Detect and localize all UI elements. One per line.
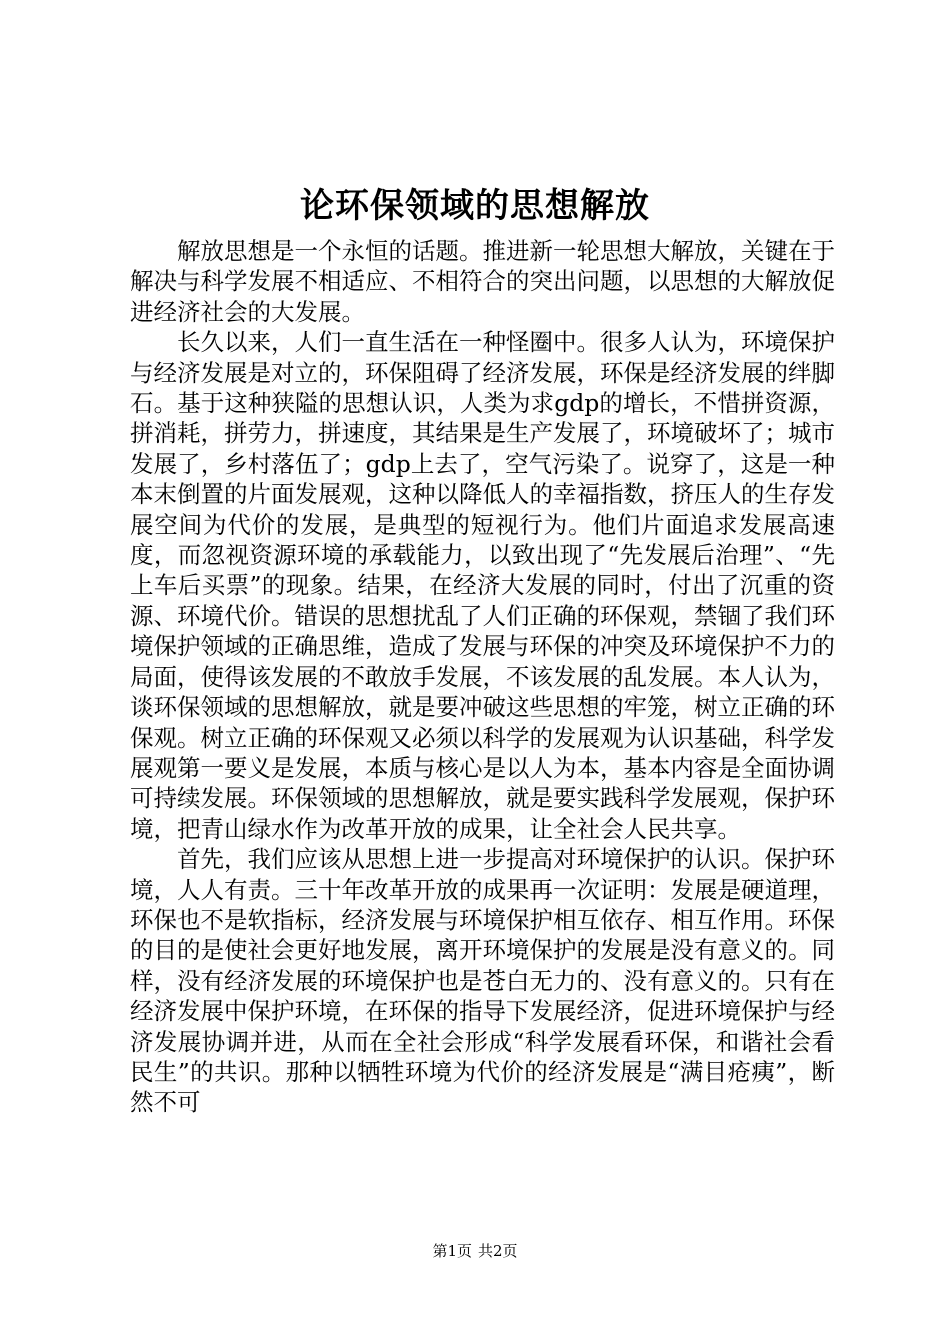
page-footer — [0, 1241, 950, 1261]
page-number-total: 共2页 — [478, 1242, 518, 1260]
paragraph-2: 长久以来，人们一直生活在一种怪圈中。很多人认为，环境保护与经济发展是对立的，环保阻碍了经济发展，环保是经济发展的绊脚石。基于这种狭隘的思想认识，人类为求gdp的增长，不惜拼资源，拼消耗，拼劳力，拼速度，其结果是生产发展了，环境破坏了；城市发展了，乡村落伍了；gdp上去了，空气污染了。说穿了，这是一种本末倒置的片面发展观，这种以降低人的幸福指数，挤压人的生存发展空间为代价的发展，是典型的短视行为。他们片面追求发展高速度，而忽视资源环境的承载能力，以致出现了“先发展后治理”、“先上车后买票”的现象。结果，在经济大发展的同时，付出了沉重的资源、环境代价。错误的思想扰乱了人们正确的环保观，禁锢了我们环境保护领域的正确思维，造成了发展与环保的冲突及环境保护不力的局面，使得该发展的不敢放手发展，不该发展的乱发展。本人认为，谈环保领域的思想解放，就是要冲破这些思想的牢笼，树立正确的环保观。树立正确的环保观又必须以科学的发展观为认识基础，科学发展观第一要义是发展，本质与核心是以人为本，基本内容是全面协调可持续发展。环保领域的思想解放，就是要实践科学发展观，保护环境，把青山绿水作为改革开放的成果，让全社会人民共享。 — [130, 328, 835, 843]
document-body — [130, 236, 835, 1118]
paragraph-1: 解放思想是一个永恒的话题。推进新一轮思想大解放，关键在于解决与科学发展不相适应、不相符合的突出问题，以思想的大解放促进经济社会的大发展。 — [130, 237, 835, 326]
page-number-current: 第1页 — [432, 1242, 472, 1260]
paragraph-3: 首先，我们应该从思想上进一步提高对环境保护的认识。保护环境，人人有责。三十年改革开放的成果再一次证明：发展是硬道理，环保也不是软指标，经济发展与环境保护相互依存、相互作用。环保的目的是使社会更好地发展，离开环境保护的发展是没有意义的。同样，没有经济发展的环境保护也是苍白无力的、没有意义的。只有在经济发展中保护环境，在环保的指导下发展经济，促进环境保护与经济发展协调并进，从而在全社会形成“科学发展看环保，和谐社会看民生”的共识。那种以牺牲环境为代价的经济发展是“满目疮痍”，断然不可 — [130, 845, 835, 1117]
document-title: 论环保领域的思想解放 — [300, 186, 650, 226]
